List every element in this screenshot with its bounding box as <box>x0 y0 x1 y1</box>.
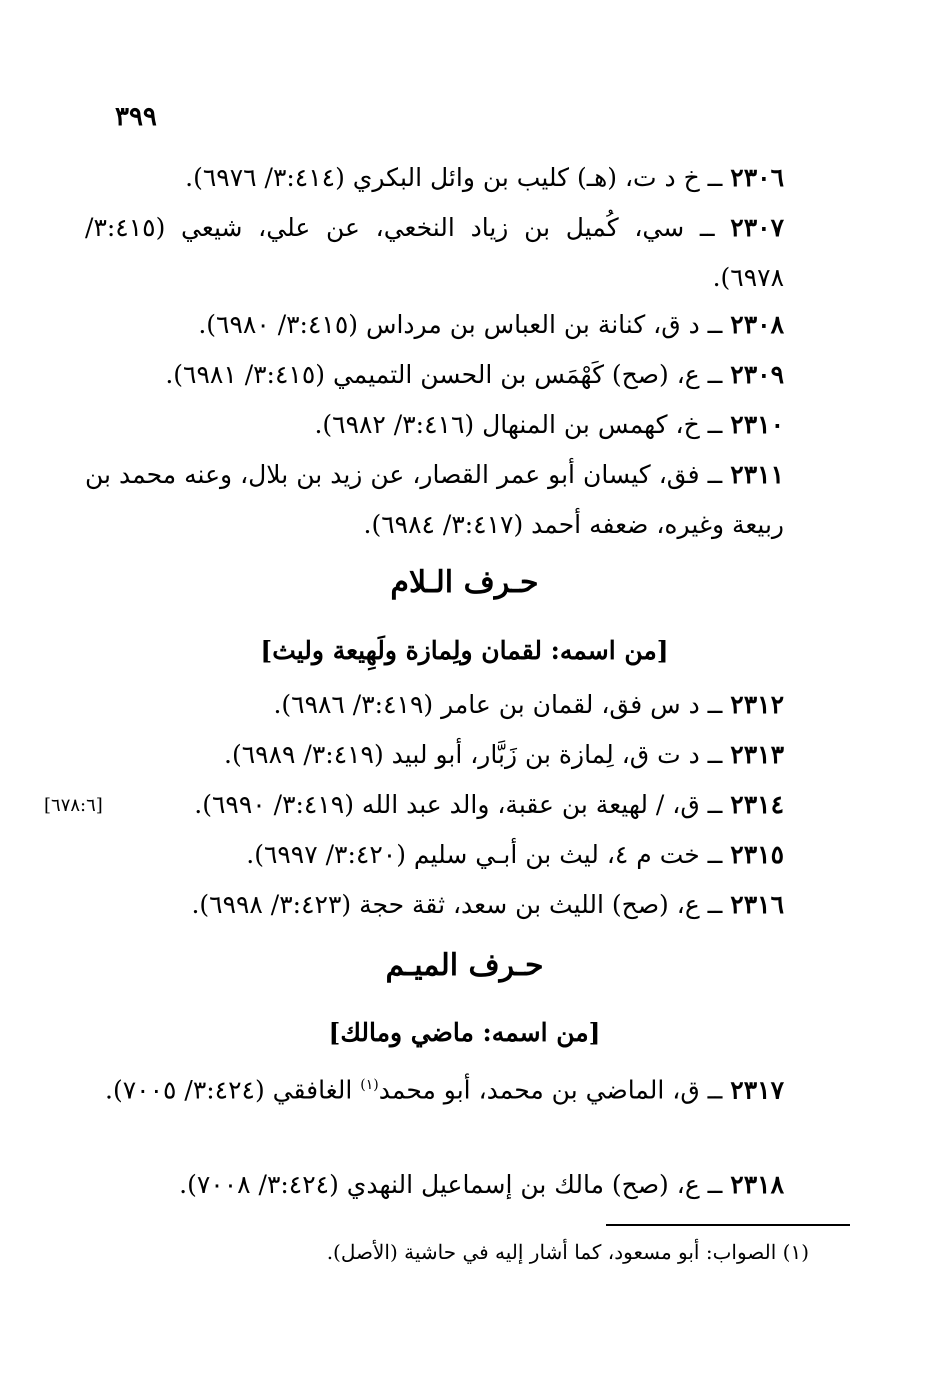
entry-text: ــ فق، كيسان أبو عمر القصار، عن زيد بن بلال، وعنه محمد بن ربيعة وغيره، ضعفه أحمد (٣:٤١٧/ ٦٩٨٤). <box>85 460 784 539</box>
entry-number: ٢٣١٦ <box>730 890 784 919</box>
section-subheading-lam: [من اسمه: لقمان ولِمازة ولَهِيعة وليث] <box>260 636 669 665</box>
entry-2314 <box>110 780 784 830</box>
entry-text: ــ خت م ٤، ليث بن أبـي سليم (٣:٤٢٠/ ٦٩٩٧). <box>246 840 731 869</box>
entry-text: ــ د س فق، لقمان بن عامر (٣:٤١٩/ ٦٩٨٦). <box>273 690 731 719</box>
entry-text: ــ د ق، كنانة بن العباس بن مرداس (٣:٤١٥/ ٦٩٨٠). <box>198 310 731 339</box>
footnote-divider <box>606 1224 850 1226</box>
entry-number: ٢٣١٤ <box>730 790 784 819</box>
page-number: ٣٩٩ <box>115 102 157 132</box>
entry-2311 <box>85 450 784 550</box>
entry-number: ٢٣١٧ <box>730 1075 784 1105</box>
entry-2308 <box>110 300 784 350</box>
entry-2310 <box>110 400 784 450</box>
entry-number: ٢٣٠٨ <box>730 310 784 339</box>
section-heading-lam: حـرف الـلام <box>390 565 539 600</box>
entry-2312 <box>110 680 784 730</box>
margin-reference: [٦٧٨:٦] <box>44 795 103 816</box>
entry-number: ٢٣٠٧ <box>730 213 784 242</box>
entry-text: ــ ع، (صح) الليث بن سعد، ثقة حجة (٣:٤٢٣/ ٦٩٩٨). <box>191 890 731 919</box>
entry-2306 <box>110 153 784 203</box>
entry-text: ــ ع، (صح) مالك بن إسماعيل النهدي (٣:٤٢٤/ ٧٠٠٨). <box>179 1170 731 1199</box>
entry-text: ــ خ، كهمس بن المنهال (٣:٤١٦/ ٦٩٨٢). <box>314 410 731 439</box>
entry-2316 <box>110 880 784 930</box>
entry-number: ٢٣١٢ <box>730 690 784 719</box>
entry-text: ــ سي، كُميل بن زياد النخعي، عن علي، شيعي (٣:٤١٥/ ٦٩٧٨). <box>85 213 784 292</box>
section-heading-mim: حـرف الميـم <box>385 948 544 983</box>
section-subheading-mim: [من اسمه: ماضي ومالك] <box>328 1018 601 1047</box>
footnote-marker: (١) <box>360 1077 379 1093</box>
entry-2313 <box>110 730 784 780</box>
entry-text: ــ د ت ق، لِمازة بن زَبَّار، أبو لبيد (٣:٤١٩/ ٦٩٨٩). <box>224 740 731 769</box>
entry-number: ٢٣١٣ <box>730 740 784 769</box>
entry-text: ــ ع، (صح) كَهْمَس بن الحسن التميمي (٣:٤١٥/ ٦٩٨١). <box>165 360 731 389</box>
entry-number: ٢٣٠٦ <box>730 163 784 192</box>
entry-2318 <box>110 1160 784 1210</box>
entry-2307 <box>85 203 784 303</box>
entry-text: ــ خ د ت، (هـ) كليب بن وائل البكري (٣:٤١٤/ ٦٩٧٦). <box>185 163 731 192</box>
entry-number: ٢٣١٠ <box>730 410 784 439</box>
entry-text: ــ ق، الماضي بن محمد، أبو محمد <box>378 1075 731 1105</box>
entry-number: ٢٣٠٩ <box>730 360 784 389</box>
entry-2309 <box>110 350 784 400</box>
entry-number: ٢٣١١ <box>730 460 784 489</box>
entry-text: ــ ق، / لهيعة بن عقبة، والد عبد الله (٣:٤١٩/ ٦٩٩٠). <box>194 790 731 819</box>
entry-number: ٢٣١٨ <box>730 1170 784 1199</box>
entry-2317 <box>85 1060 784 1115</box>
footnote: (١) الصواب: أبو مسعود، كما أشار إليه في حاشية (الأصل). <box>326 1240 809 1264</box>
entry-number: ٢٣١٥ <box>730 840 784 869</box>
entry-text-continued: الغافقي (٣:٤٢٤/ ٧٠٠٥). <box>105 1075 361 1105</box>
entry-2315 <box>110 830 784 880</box>
